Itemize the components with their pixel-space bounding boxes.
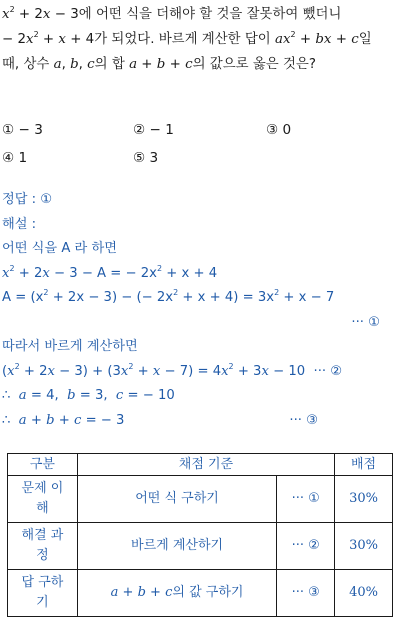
answer-choices	[2, 116, 398, 172]
header-category: 구분	[8, 454, 78, 476]
question-text	[2, 2, 398, 77]
row-mark: ··· ③	[277, 570, 335, 617]
correct-answer: 정답 : ①	[2, 192, 53, 207]
table-row	[8, 523, 393, 570]
table-header-row	[8, 454, 393, 476]
question-line-3: 때, 상수 a, b, c의 합 a + b + c의 값으로 옳은 것은?	[2, 57, 316, 72]
table-row	[8, 570, 393, 617]
equation-2-mark: ··· ①	[351, 314, 380, 330]
row-category: 문제 이해	[8, 476, 78, 523]
equation-2: $A = (x^2 + 2x - 3)$ − (− $2x^2 + x + 4) = 3x^2 + x - 7$	[2, 288, 335, 305]
row-mark: ··· ①	[277, 476, 335, 523]
row-category: 답 구하기	[8, 570, 78, 617]
equation-4: ∴ a = 4, b = 3, c = − 10	[2, 388, 175, 403]
header-score: 배점	[335, 454, 393, 476]
choice-4[interactable]: ④ 1	[2, 150, 28, 166]
choice-5[interactable]: ⑤ 3	[133, 150, 159, 166]
equation-1: $x^2 + 2x - 3 - A$ = − $2x^2 + x + 4$	[2, 263, 218, 281]
explanation-title: 해설 :	[2, 216, 37, 232]
row-criterion: 바르게 계산하기	[77, 523, 276, 570]
header-criterion: 채점 기준	[77, 454, 334, 476]
table-row	[8, 476, 393, 523]
row-mark: ··· ②	[277, 523, 335, 570]
choice-2[interactable]: ② − 1	[133, 122, 174, 138]
row-category: 해결 과정	[8, 523, 78, 570]
row-score: 40%	[335, 570, 393, 617]
solution	[2, 188, 398, 433]
row-criterion: a + b + c의 값 구하기	[77, 570, 276, 617]
equation-3: $(x^2 + 2x - 3) + (3x^2 + x - 7) = 4x^2 + 3x - 10$ ··· ②	[2, 361, 343, 379]
row-score: 30%	[335, 476, 393, 523]
question-line-2: − $2x^2 + x + 4$가 되었다. 바르게 계산한 답이 $ax^2$ + bx + c일	[2, 30, 372, 47]
step2-intro: 따라서 바르게 계산하면	[2, 339, 138, 354]
step-intro: 어떤 식을 A 라 하면	[2, 241, 117, 256]
question-line-1: $x^2 + 2x - 3$에 어떤 식을 더해야 할 것을 잘못하여 뺐더니	[2, 5, 342, 22]
choice-3[interactable]: ③ 0	[266, 122, 292, 138]
row-criterion: 어떤 식 구하기	[77, 476, 276, 523]
equation-5: ∴ a + b + c = − 3 ··· ③	[2, 412, 318, 428]
row-score: 30%	[335, 523, 393, 570]
scoring-table	[7, 453, 393, 617]
choice-1[interactable]: ① − 3	[2, 122, 43, 138]
